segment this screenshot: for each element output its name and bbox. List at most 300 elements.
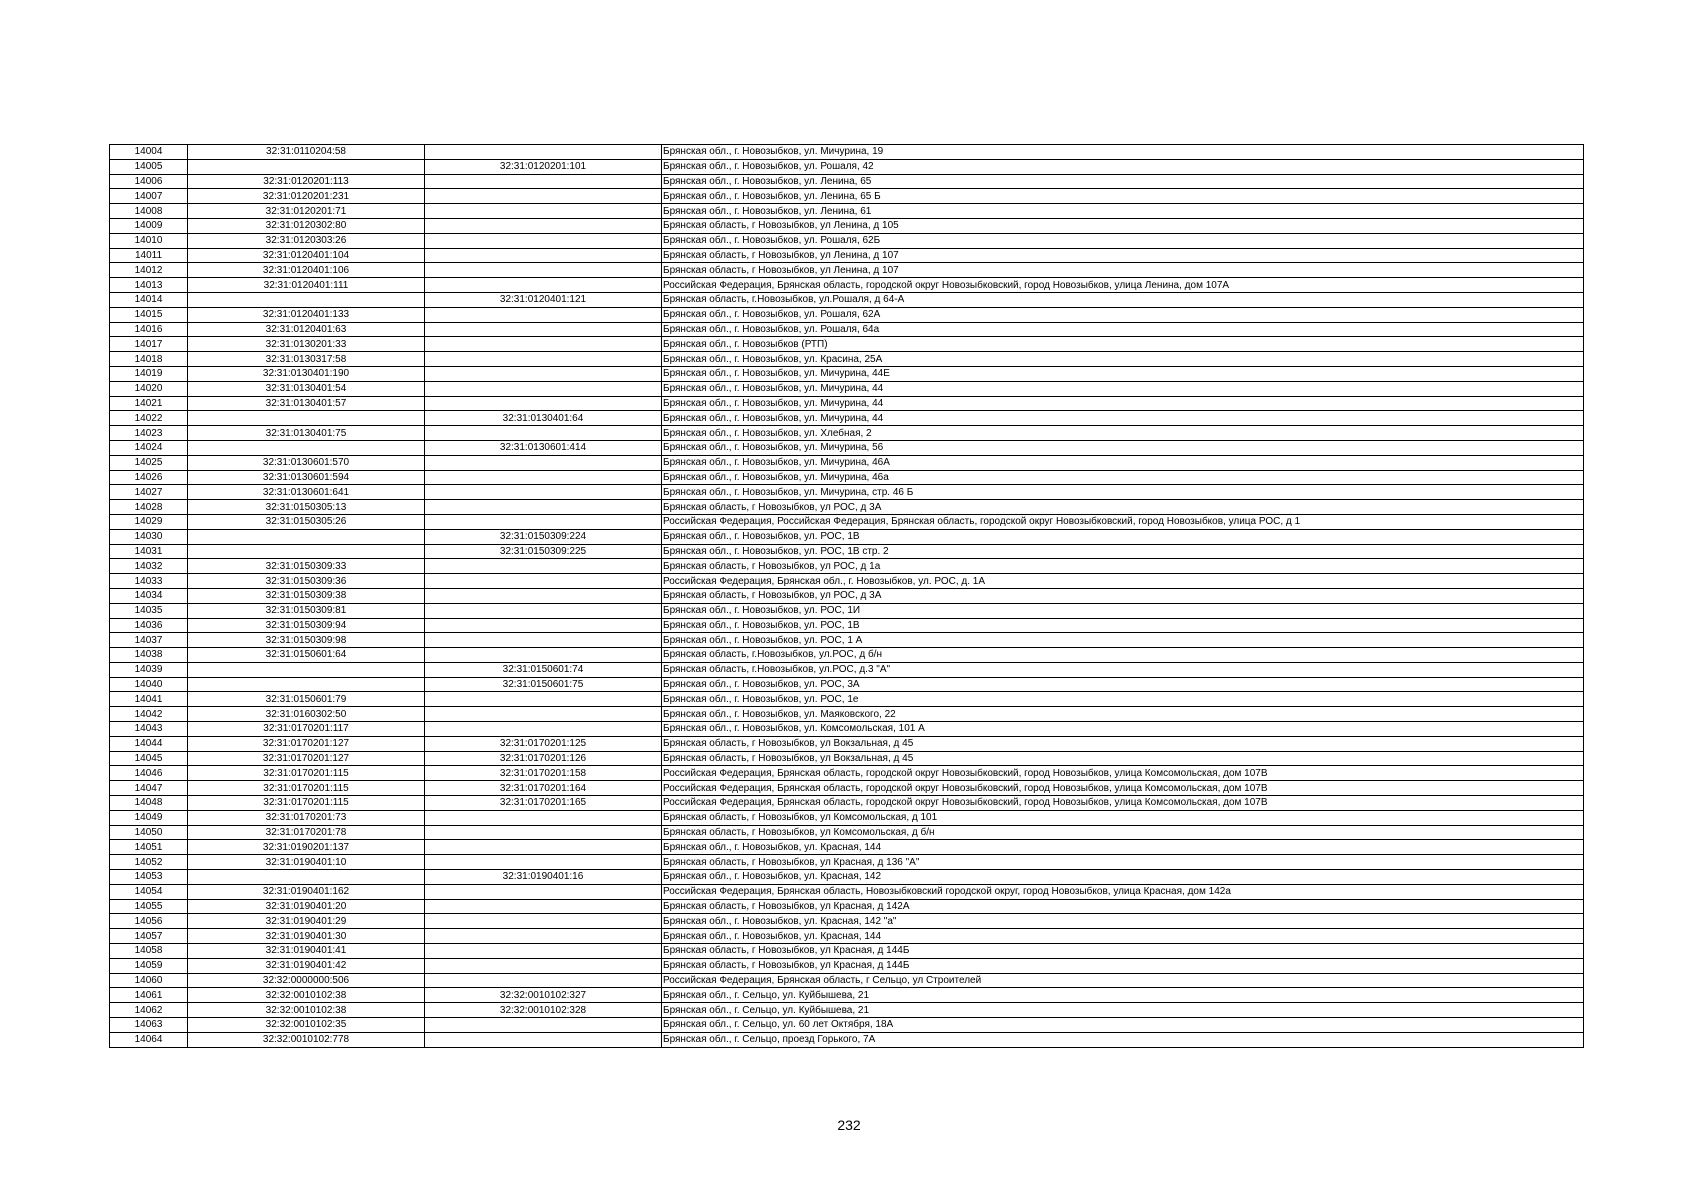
cadastral-number-cell: 32:32:0010102:38 <box>188 1003 425 1018</box>
row-number-cell: 14061 <box>110 988 188 1003</box>
address-cell: Брянская обл., г. Новозыбков, ул. Красная, 142 "а" <box>662 914 1584 929</box>
cadastral-number-cell: 32:31:0150309:98 <box>188 633 425 648</box>
cadastral-number-cell: 32:32:0010102:38 <box>188 988 425 1003</box>
cadastral-number-cell: 32:31:0190401:10 <box>188 855 425 870</box>
building-number-cell <box>425 174 662 189</box>
row-number-cell: 14041 <box>110 692 188 707</box>
table-row <box>110 352 1584 367</box>
cadastral-number-cell: 32:31:0120201:231 <box>188 189 425 204</box>
building-number-cell <box>425 855 662 870</box>
address-cell: Брянская обл., г. Новозыбков, ул. РОС, 1В <box>662 618 1584 633</box>
address-cell: Брянская область, г Новозыбков, ул Красная, д 136 "А" <box>662 855 1584 870</box>
building-number-cell <box>425 396 662 411</box>
table-row <box>110 366 1584 381</box>
table-row <box>110 855 1584 870</box>
cadastral-number-cell: 32:31:0150309:36 <box>188 574 425 589</box>
address-cell: Брянская область, г.Новозыбков, ул.РОС, д.3 "А" <box>662 662 1584 677</box>
cadastral-number-cell: 32:31:0150309:38 <box>188 588 425 603</box>
cadastral-number-cell: 32:31:0130601:570 <box>188 455 425 470</box>
address-cell: Брянская обл., г. Новозыбков, ул. Хлебная, 2 <box>662 426 1584 441</box>
table-row <box>110 648 1584 663</box>
building-number-cell <box>425 248 662 263</box>
building-number-cell <box>425 278 662 293</box>
address-cell: Российская Федерация, Брянская область, городской округ Новозыбковский, город Новозыбков, улица Ленина, дом 107А <box>662 278 1584 293</box>
row-number-cell: 14029 <box>110 514 188 529</box>
building-number-cell <box>425 648 662 663</box>
table-row <box>110 189 1584 204</box>
address-cell: Брянская обл., г. Новозыбков, ул. РОС, 1В стр. 2 <box>662 544 1584 559</box>
building-number-cell <box>425 455 662 470</box>
row-number-cell: 14052 <box>110 855 188 870</box>
cadastral-number-cell: 32:31:0150309:94 <box>188 618 425 633</box>
cadastral-number-cell <box>188 677 425 692</box>
table-row <box>110 707 1584 722</box>
building-number-cell <box>425 633 662 648</box>
cadastral-number-cell: 32:31:0160302:50 <box>188 707 425 722</box>
table-row <box>110 973 1584 988</box>
building-number-cell <box>425 1018 662 1033</box>
cadastral-number-cell: 32:31:0120401:133 <box>188 307 425 322</box>
table-row <box>110 529 1584 544</box>
row-number-cell: 14042 <box>110 707 188 722</box>
row-number-cell: 14060 <box>110 973 188 988</box>
cadastral-number-cell: 32:31:0170201:115 <box>188 781 425 796</box>
building-number-cell <box>425 204 662 219</box>
address-cell: Брянская область, г Новозыбков, ул Комсомольская, д 101 <box>662 810 1584 825</box>
building-number-cell <box>425 810 662 825</box>
row-number-cell: 14058 <box>110 944 188 959</box>
table-row <box>110 544 1584 559</box>
table-row <box>110 899 1584 914</box>
address-cell: Брянская обл., г. Новозыбков, ул. Мичурина, 44 <box>662 411 1584 426</box>
cadastral-number-cell: 32:31:0120302:80 <box>188 218 425 233</box>
address-cell: Брянская область, г Новозыбков, ул Вокзальная, д 45 <box>662 751 1584 766</box>
address-cell: Брянская область, г Новозыбков, ул Вокзальная, д 45 <box>662 736 1584 751</box>
cadastral-number-cell: 32:31:0150309:81 <box>188 603 425 618</box>
building-number-cell <box>425 145 662 160</box>
row-number-cell: 14024 <box>110 440 188 455</box>
address-cell: Брянская обл., г. Новозыбков, ул. Красная, 142 <box>662 870 1584 885</box>
address-cell: Брянская обл., г. Новозыбков, ул. Мичурина, 44 <box>662 396 1584 411</box>
row-number-cell: 14033 <box>110 574 188 589</box>
row-number-cell: 14012 <box>110 263 188 278</box>
address-cell: Брянская область, г Новозыбков, ул Ленина, д 105 <box>662 218 1584 233</box>
cadastral-number-cell: 32:31:0130401:75 <box>188 426 425 441</box>
building-number-cell <box>425 233 662 248</box>
address-cell: Брянская обл., г. Сельцо, ул. 60 лет Октября, 18А <box>662 1018 1584 1033</box>
cadastral-number-cell: 32:31:0150601:79 <box>188 692 425 707</box>
building-number-cell: 32:31:0170201:165 <box>425 796 662 811</box>
address-cell: Российская Федерация, Брянская область, городской округ Новозыбковский, город Новозыбков, улица Комсомольская, дом 107В <box>662 781 1584 796</box>
row-number-cell: 14015 <box>110 307 188 322</box>
building-number-cell: 32:32:0010102:327 <box>425 988 662 1003</box>
table-row <box>110 574 1584 589</box>
building-number-cell: 32:31:0150309:224 <box>425 529 662 544</box>
cadastral-number-cell: 32:31:0170201:115 <box>188 766 425 781</box>
table-row <box>110 988 1584 1003</box>
address-cell: Брянская область, г Новозыбков, ул Комсомольская, д б/н <box>662 825 1584 840</box>
cadastral-number-cell <box>188 440 425 455</box>
address-cell: Брянская обл., г. Новозыбков, ул. Ленина, 65 Б <box>662 189 1584 204</box>
row-number-cell: 14045 <box>110 751 188 766</box>
table-row <box>110 1018 1584 1033</box>
table-row <box>110 263 1584 278</box>
row-number-cell: 14049 <box>110 810 188 825</box>
building-number-cell <box>425 307 662 322</box>
building-number-cell: 32:31:0170201:126 <box>425 751 662 766</box>
building-number-cell: 32:31:0170201:125 <box>425 736 662 751</box>
row-number-cell: 14023 <box>110 426 188 441</box>
building-number-cell <box>425 1032 662 1047</box>
building-number-cell <box>425 470 662 485</box>
cadastral-number-cell: 32:31:0120201:113 <box>188 174 425 189</box>
building-number-cell <box>425 825 662 840</box>
row-number-cell: 14062 <box>110 1003 188 1018</box>
cadastral-number-cell: 32:31:0170201:73 <box>188 810 425 825</box>
address-cell: Брянская обл., г. Новозыбков, ул. Маяковского, 22 <box>662 707 1584 722</box>
table-row <box>110 381 1584 396</box>
cadastral-number-cell: 32:31:0120401:106 <box>188 263 425 278</box>
row-number-cell: 14063 <box>110 1018 188 1033</box>
address-cell: Брянская область, г Новозыбков, ул Красная, д 144Б <box>662 958 1584 973</box>
address-cell: Брянская обл., г. Новозыбков, ул. РОС, 1И <box>662 603 1584 618</box>
table-row <box>110 810 1584 825</box>
row-number-cell: 14056 <box>110 914 188 929</box>
address-cell: Брянская обл., г. Новозыбков, ул. Рошаля, 62Б <box>662 233 1584 248</box>
row-number-cell: 14010 <box>110 233 188 248</box>
table-row <box>110 796 1584 811</box>
registry-table <box>109 144 1584 1048</box>
address-cell: Брянская обл., г. Новозыбков, ул. Мичурина, 44Е <box>662 366 1584 381</box>
cadastral-number-cell: 32:31:0190401:41 <box>188 944 425 959</box>
building-number-cell <box>425 337 662 352</box>
cadastral-number-cell: 32:31:0120401:111 <box>188 278 425 293</box>
table-row <box>110 929 1584 944</box>
address-cell: Брянская обл., г. Новозыбков, ул. РОС, 1е <box>662 692 1584 707</box>
cadastral-number-cell <box>188 529 425 544</box>
building-number-cell <box>425 958 662 973</box>
address-cell: Российская Федерация, Брянская область, г Сельцо, ул Строителей <box>662 973 1584 988</box>
page-number: 232 <box>837 1117 861 1133</box>
cadastral-number-cell <box>188 411 425 426</box>
address-cell: Брянская обл., г. Новозыбков, ул. Ленина, 65 <box>662 174 1584 189</box>
building-number-cell: 32:31:0130401:64 <box>425 411 662 426</box>
table-row <box>110 870 1584 885</box>
address-cell: Брянская область, г Новозыбков, ул Ленина, д 107 <box>662 263 1584 278</box>
cadastral-number-cell <box>188 544 425 559</box>
building-number-cell <box>425 899 662 914</box>
address-cell: Брянская область, г Новозыбков, ул Красная, д 142А <box>662 899 1584 914</box>
address-cell: Брянская обл., г. Сельцо, проезд Горького, 7А <box>662 1032 1584 1047</box>
building-number-cell <box>425 352 662 367</box>
table-row <box>110 618 1584 633</box>
address-cell: Брянская обл., г. Новозыбков, ул. Рошаля, 42 <box>662 159 1584 174</box>
table-row <box>110 914 1584 929</box>
table-row <box>110 514 1584 529</box>
address-cell: Брянская обл., г. Сельцо, ул. Куйбышева, 21 <box>662 988 1584 1003</box>
cadastral-number-cell: 32:31:0190401:29 <box>188 914 425 929</box>
table-row <box>110 426 1584 441</box>
address-cell: Брянская обл., г. Новозыбков, ул. РОС, 1В <box>662 529 1584 544</box>
row-number-cell: 14020 <box>110 381 188 396</box>
row-number-cell: 14055 <box>110 899 188 914</box>
building-number-cell <box>425 485 662 500</box>
address-cell: Брянская обл., г. Новозыбков, ул. Мичурина, 19 <box>662 145 1584 160</box>
building-number-cell <box>425 944 662 959</box>
row-number-cell: 14027 <box>110 485 188 500</box>
address-cell: Брянская обл., г. Новозыбков, ул. РОС, 3А <box>662 677 1584 692</box>
row-number-cell: 14054 <box>110 884 188 899</box>
table-row <box>110 884 1584 899</box>
table-row <box>110 958 1584 973</box>
table-row <box>110 751 1584 766</box>
building-number-cell <box>425 707 662 722</box>
table-row <box>110 218 1584 233</box>
cadastral-number-cell: 32:31:0130401:190 <box>188 366 425 381</box>
table-row <box>110 559 1584 574</box>
row-number-cell: 14053 <box>110 870 188 885</box>
cadastral-number-cell: 32:31:0190201:137 <box>188 840 425 855</box>
row-number-cell: 14038 <box>110 648 188 663</box>
row-number-cell: 14040 <box>110 677 188 692</box>
table-row <box>110 1003 1584 1018</box>
building-number-cell: 32:31:0170201:158 <box>425 766 662 781</box>
address-cell: Российская Федерация, Брянская область, городской округ Новозыбковский, город Новозыбков, улица Комсомольская, дом 107В <box>662 766 1584 781</box>
row-number-cell: 14051 <box>110 840 188 855</box>
table-row <box>110 840 1584 855</box>
address-cell: Брянская обл., г. Новозыбков, ул. Красная, 144 <box>662 840 1584 855</box>
address-cell: Российская Федерация, Российская Федерация, Брянская область, городской округ Новозыбковский, город Новозыбков, улица РОС, д 1 <box>662 514 1584 529</box>
address-cell: Брянская обл., г. Новозыбков (РТП) <box>662 337 1584 352</box>
building-number-cell: 32:31:0150309:225 <box>425 544 662 559</box>
address-cell: Брянская область, г Новозыбков, ул РОС, д 1а <box>662 559 1584 574</box>
row-number-cell: 14032 <box>110 559 188 574</box>
building-number-cell <box>425 914 662 929</box>
table-row <box>110 662 1584 677</box>
building-number-cell: 32:31:0150601:75 <box>425 677 662 692</box>
row-number-cell: 14022 <box>110 411 188 426</box>
cadastral-number-cell: 32:31:0170201:115 <box>188 796 425 811</box>
building-number-cell: 32:31:0150601:74 <box>425 662 662 677</box>
cadastral-number-cell: 32:31:0150305:13 <box>188 500 425 515</box>
row-number-cell: 14039 <box>110 662 188 677</box>
table-row <box>110 411 1584 426</box>
table-row <box>110 588 1584 603</box>
building-number-cell <box>425 603 662 618</box>
row-number-cell: 14046 <box>110 766 188 781</box>
table-row <box>110 440 1584 455</box>
building-number-cell <box>425 381 662 396</box>
address-cell: Брянская область, г.Новозыбков, ул.РОС, д б/н <box>662 648 1584 663</box>
cadastral-number-cell: 32:31:0130401:54 <box>188 381 425 396</box>
cadastral-number-cell: 32:31:0120303:26 <box>188 233 425 248</box>
registry-table-body <box>110 145 1584 1048</box>
table-row <box>110 825 1584 840</box>
row-number-cell: 14028 <box>110 500 188 515</box>
row-number-cell: 14016 <box>110 322 188 337</box>
row-number-cell: 14047 <box>110 781 188 796</box>
table-row <box>110 159 1584 174</box>
cadastral-number-cell <box>188 292 425 307</box>
cadastral-number-cell: 32:31:0110204:58 <box>188 145 425 160</box>
table-row <box>110 174 1584 189</box>
building-number-cell <box>425 973 662 988</box>
table-row <box>110 1032 1584 1047</box>
address-cell: Российская Федерация, Брянская обл., г. Новозыбков, ул. РОС, д. 1А <box>662 574 1584 589</box>
address-cell: Брянская обл., г. Сельцо, ул. Куйбышева, 21 <box>662 1003 1584 1018</box>
table-row <box>110 722 1584 737</box>
building-number-cell <box>425 189 662 204</box>
building-number-cell: 32:31:0120401:121 <box>425 292 662 307</box>
cadastral-number-cell: 32:31:0190401:162 <box>188 884 425 899</box>
address-cell: Брянская обл., г. Новозыбков, ул. Ленина, 61 <box>662 204 1584 219</box>
address-cell: Российская Федерация, Брянская область, городской округ Новозыбковский, город Новозыбков, улица Комсомольская, дом 107В <box>662 796 1584 811</box>
row-number-cell: 14005 <box>110 159 188 174</box>
building-number-cell: 32:31:0170201:164 <box>425 781 662 796</box>
cadastral-number-cell: 32:31:0170201:117 <box>188 722 425 737</box>
table-row <box>110 337 1584 352</box>
building-number-cell <box>425 722 662 737</box>
address-cell: Брянская область, г Новозыбков, ул Красная, д 144Б <box>662 944 1584 959</box>
address-cell: Брянская область, г Новозыбков, ул Ленина, д 107 <box>662 248 1584 263</box>
row-number-cell: 14031 <box>110 544 188 559</box>
row-number-cell: 14007 <box>110 189 188 204</box>
row-number-cell: 14026 <box>110 470 188 485</box>
address-cell: Брянская обл., г. Новозыбков, ул. Красина, 25А <box>662 352 1584 367</box>
row-number-cell: 14021 <box>110 396 188 411</box>
row-number-cell: 14004 <box>110 145 188 160</box>
table-row <box>110 470 1584 485</box>
building-number-cell <box>425 263 662 278</box>
building-number-cell <box>425 559 662 574</box>
row-number-cell: 14025 <box>110 455 188 470</box>
building-number-cell <box>425 426 662 441</box>
row-number-cell: 14014 <box>110 292 188 307</box>
address-cell: Брянская обл., г. Новозыбков, ул. Мичурина, 46а <box>662 470 1584 485</box>
table-row <box>110 944 1584 959</box>
address-cell: Брянская область, г.Новозыбков, ул.Рошаля, д 64-А <box>662 292 1584 307</box>
cadastral-number-cell: 32:31:0120401:63 <box>188 322 425 337</box>
table-row <box>110 781 1584 796</box>
cadastral-number-cell: 32:31:0150309:33 <box>188 559 425 574</box>
row-number-cell: 14009 <box>110 218 188 233</box>
building-number-cell <box>425 588 662 603</box>
cadastral-number-cell: 32:31:0170201:127 <box>188 751 425 766</box>
table-row <box>110 248 1584 263</box>
row-number-cell: 14013 <box>110 278 188 293</box>
cadastral-number-cell: 32:31:0130401:57 <box>188 396 425 411</box>
row-number-cell: 14008 <box>110 204 188 219</box>
cadastral-number-cell: 32:31:0120201:71 <box>188 204 425 219</box>
address-cell: Брянская обл., г. Новозыбков, ул. Рошаля, 64а <box>662 322 1584 337</box>
address-cell: Брянская обл., г. Новозыбков, ул. Мичурина, 56 <box>662 440 1584 455</box>
table-row <box>110 292 1584 307</box>
table-row <box>110 766 1584 781</box>
building-number-cell <box>425 218 662 233</box>
address-cell: Российская Федерация, Брянская область, Новозыбковский городской округ, город Новозыбков, улица Красная, дом 142а <box>662 884 1584 899</box>
address-cell: Брянская обл., г. Новозыбков, ул. Красная, 144 <box>662 929 1584 944</box>
address-cell: Брянская обл., г. Новозыбков, ул. Комсомольская, 101 А <box>662 722 1584 737</box>
row-number-cell: 14035 <box>110 603 188 618</box>
cadastral-number-cell: 32:31:0130317:58 <box>188 352 425 367</box>
building-number-cell <box>425 692 662 707</box>
table-row <box>110 603 1584 618</box>
table-row <box>110 145 1584 160</box>
row-number-cell: 14064 <box>110 1032 188 1047</box>
building-number-cell <box>425 514 662 529</box>
building-number-cell: 32:31:0120201:101 <box>425 159 662 174</box>
building-number-cell: 32:31:0190401:16 <box>425 870 662 885</box>
cadastral-number-cell: 32:31:0130201:33 <box>188 337 425 352</box>
table-row <box>110 633 1584 648</box>
row-number-cell: 14006 <box>110 174 188 189</box>
building-number-cell <box>425 618 662 633</box>
table-row <box>110 322 1584 337</box>
table-row <box>110 278 1584 293</box>
row-number-cell: 14034 <box>110 588 188 603</box>
building-number-cell <box>425 884 662 899</box>
cadastral-number-cell: 32:32:0010102:778 <box>188 1032 425 1047</box>
address-cell: Брянская обл., г. Новозыбков, ул. Мичурина, стр. 46 Б <box>662 485 1584 500</box>
address-cell: Брянская область, г Новозыбков, ул РОС, д 3А <box>662 588 1584 603</box>
building-number-cell <box>425 322 662 337</box>
table-row <box>110 677 1584 692</box>
table-row <box>110 692 1584 707</box>
address-cell: Брянская обл., г. Новозыбков, ул. РОС, 1 А <box>662 633 1584 648</box>
row-number-cell: 14011 <box>110 248 188 263</box>
row-number-cell: 14017 <box>110 337 188 352</box>
table-row <box>110 233 1584 248</box>
building-number-cell <box>425 366 662 381</box>
row-number-cell: 14057 <box>110 929 188 944</box>
table-row <box>110 455 1584 470</box>
row-number-cell: 14018 <box>110 352 188 367</box>
address-cell: Брянская область, г Новозыбков, ул РОС, д 3А <box>662 500 1584 515</box>
building-number-cell: 32:31:0130601:414 <box>425 440 662 455</box>
cadastral-number-cell <box>188 870 425 885</box>
cadastral-number-cell: 32:31:0130601:641 <box>188 485 425 500</box>
building-number-cell: 32:32:0010102:328 <box>425 1003 662 1018</box>
cadastral-number-cell: 32:31:0190401:30 <box>188 929 425 944</box>
table-row <box>110 204 1584 219</box>
row-number-cell: 14030 <box>110 529 188 544</box>
table-row <box>110 485 1584 500</box>
address-cell: Брянская обл., г. Новозыбков, ул. Мичурина, 44 <box>662 381 1584 396</box>
address-cell: Брянская обл., г. Новозыбков, ул. Рошаля, 62А <box>662 307 1584 322</box>
cadastral-number-cell <box>188 159 425 174</box>
row-number-cell: 14019 <box>110 366 188 381</box>
row-number-cell: 14050 <box>110 825 188 840</box>
table-row <box>110 736 1584 751</box>
cadastral-number-cell: 32:31:0190401:42 <box>188 958 425 973</box>
row-number-cell: 14059 <box>110 958 188 973</box>
cadastral-number-cell: 32:31:0170201:78 <box>188 825 425 840</box>
row-number-cell: 14044 <box>110 736 188 751</box>
table-row <box>110 396 1584 411</box>
cadastral-number-cell: 32:31:0170201:127 <box>188 736 425 751</box>
row-number-cell: 14043 <box>110 722 188 737</box>
cadastral-number-cell: 32:31:0190401:20 <box>188 899 425 914</box>
building-number-cell <box>425 574 662 589</box>
cadastral-number-cell: 32:31:0120401:104 <box>188 248 425 263</box>
building-number-cell <box>425 500 662 515</box>
cadastral-number-cell: 32:31:0130601:594 <box>188 470 425 485</box>
table-row <box>110 500 1584 515</box>
cadastral-number-cell <box>188 662 425 677</box>
address-cell: Брянская обл., г. Новозыбков, ул. Мичурина, 46А <box>662 455 1584 470</box>
row-number-cell: 14036 <box>110 618 188 633</box>
row-number-cell: 14037 <box>110 633 188 648</box>
